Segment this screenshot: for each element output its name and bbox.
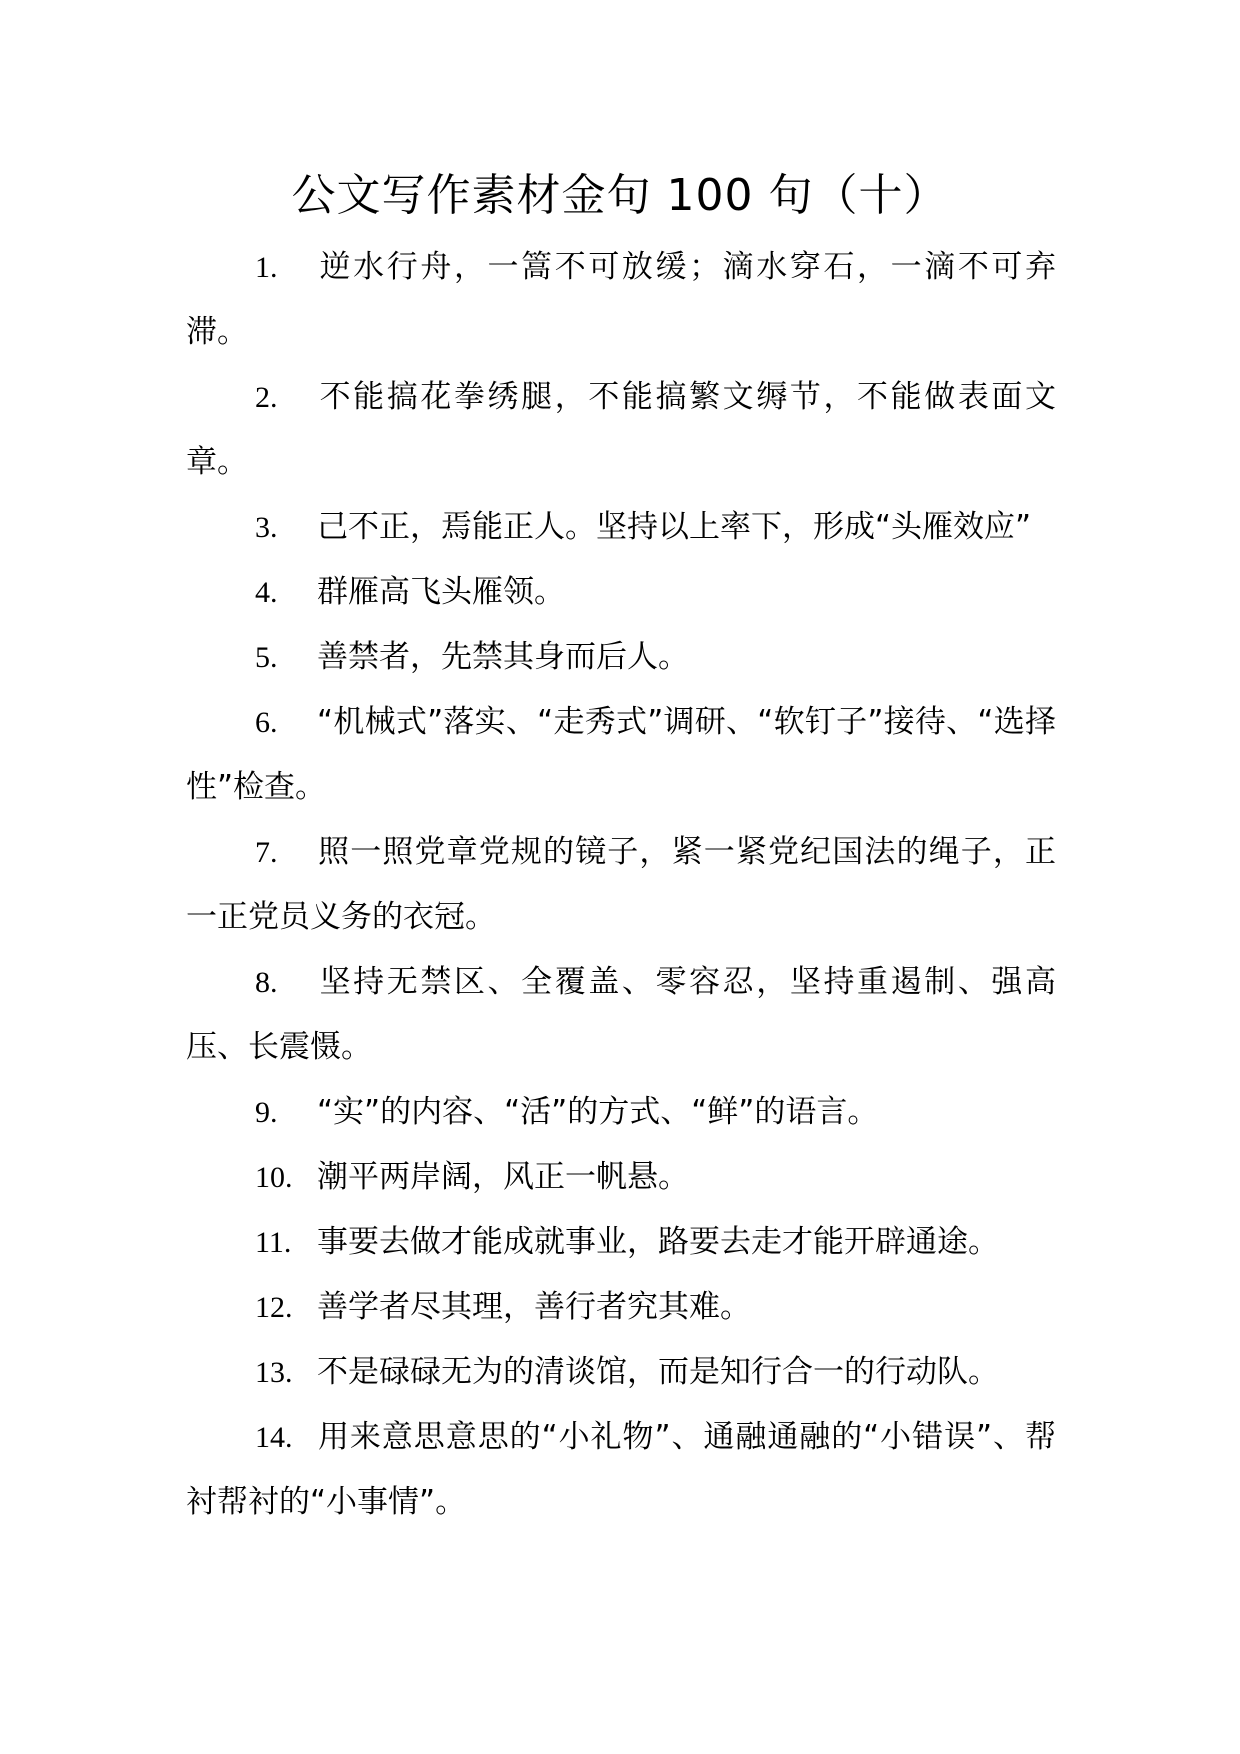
list-item: [186, 560, 1056, 625]
item-number: 13.: [255, 1356, 293, 1389]
item-text: 善禁者，先禁其身而后人。: [317, 639, 689, 675]
item-number: 8.: [255, 966, 278, 999]
item-text: 不能搞花拳绣腿，不能搞繁文缛节，不能做表面文章。: [186, 379, 1056, 480]
document-title: 公文写作素材金句 100 句（十）: [291, 170, 949, 221]
item-number: 12.: [255, 1291, 293, 1324]
item-text: 事要去做才能成就事业，路要去走才能开辟通途。: [317, 1224, 999, 1260]
item-text: “实”的内容、“活”的方式、“鲜”的语言。: [317, 1094, 879, 1130]
list-item: [186, 690, 1056, 820]
list-item: [186, 235, 1056, 365]
list-item: [186, 365, 1056, 495]
item-text: 坚持无禁区、全覆盖、零容忍，坚持重遏制、强高压、长震慑。: [186, 964, 1056, 1065]
item-number: 7.: [255, 836, 278, 869]
item-number: 2.: [255, 381, 278, 414]
item-number: 10.: [255, 1161, 293, 1194]
item-number: 11.: [255, 1226, 292, 1259]
list-item: [186, 820, 1056, 950]
item-text: 逆水行舟，一篙不可放缓；滴水穿石，一滴不可弃滞。: [186, 249, 1056, 350]
list-item: [186, 1405, 1056, 1535]
document-body: [186, 235, 1056, 1535]
item-text: 群雁高飞头雁领。: [317, 574, 565, 610]
list-item: [186, 1210, 1056, 1275]
list-item: [186, 495, 1056, 560]
list-item: [186, 950, 1056, 1080]
item-text: “机械式”落实、“走秀式”调研、“软钉子”接待、“选择性”检查。: [186, 704, 1056, 805]
item-text: 用来意思意思的“小礼物”、通融通融的“小错误”、帮衬帮衬的“小事情”。: [186, 1419, 1056, 1520]
item-number: 9.: [255, 1096, 278, 1129]
item-text: 善学者尽其理，善行者究其难。: [317, 1289, 751, 1325]
list-item: [186, 1275, 1056, 1340]
item-text: 己不正，焉能正人。坚持以上率下，形成“头雁效应”: [317, 509, 1032, 545]
list-item: [186, 1340, 1056, 1405]
list-item: [186, 1080, 1056, 1145]
item-number: 1.: [255, 251, 278, 284]
item-number: 6.: [255, 706, 278, 739]
item-number: 14.: [255, 1421, 293, 1454]
item-number: 5.: [255, 641, 278, 674]
item-number: 4.: [255, 576, 278, 609]
item-number: 3.: [255, 511, 278, 544]
item-text: 照一照党章党规的镜子，紧一紧党纪国法的绳子，正一正党员义务的衣冠。: [186, 834, 1056, 935]
item-text: 潮平两岸阔，风正一帆悬。: [317, 1159, 689, 1195]
list-item: [186, 625, 1056, 690]
item-text: 不是碌碌无为的清谈馆，而是知行合一的行动队。: [317, 1354, 999, 1390]
list-item: [186, 1145, 1056, 1210]
